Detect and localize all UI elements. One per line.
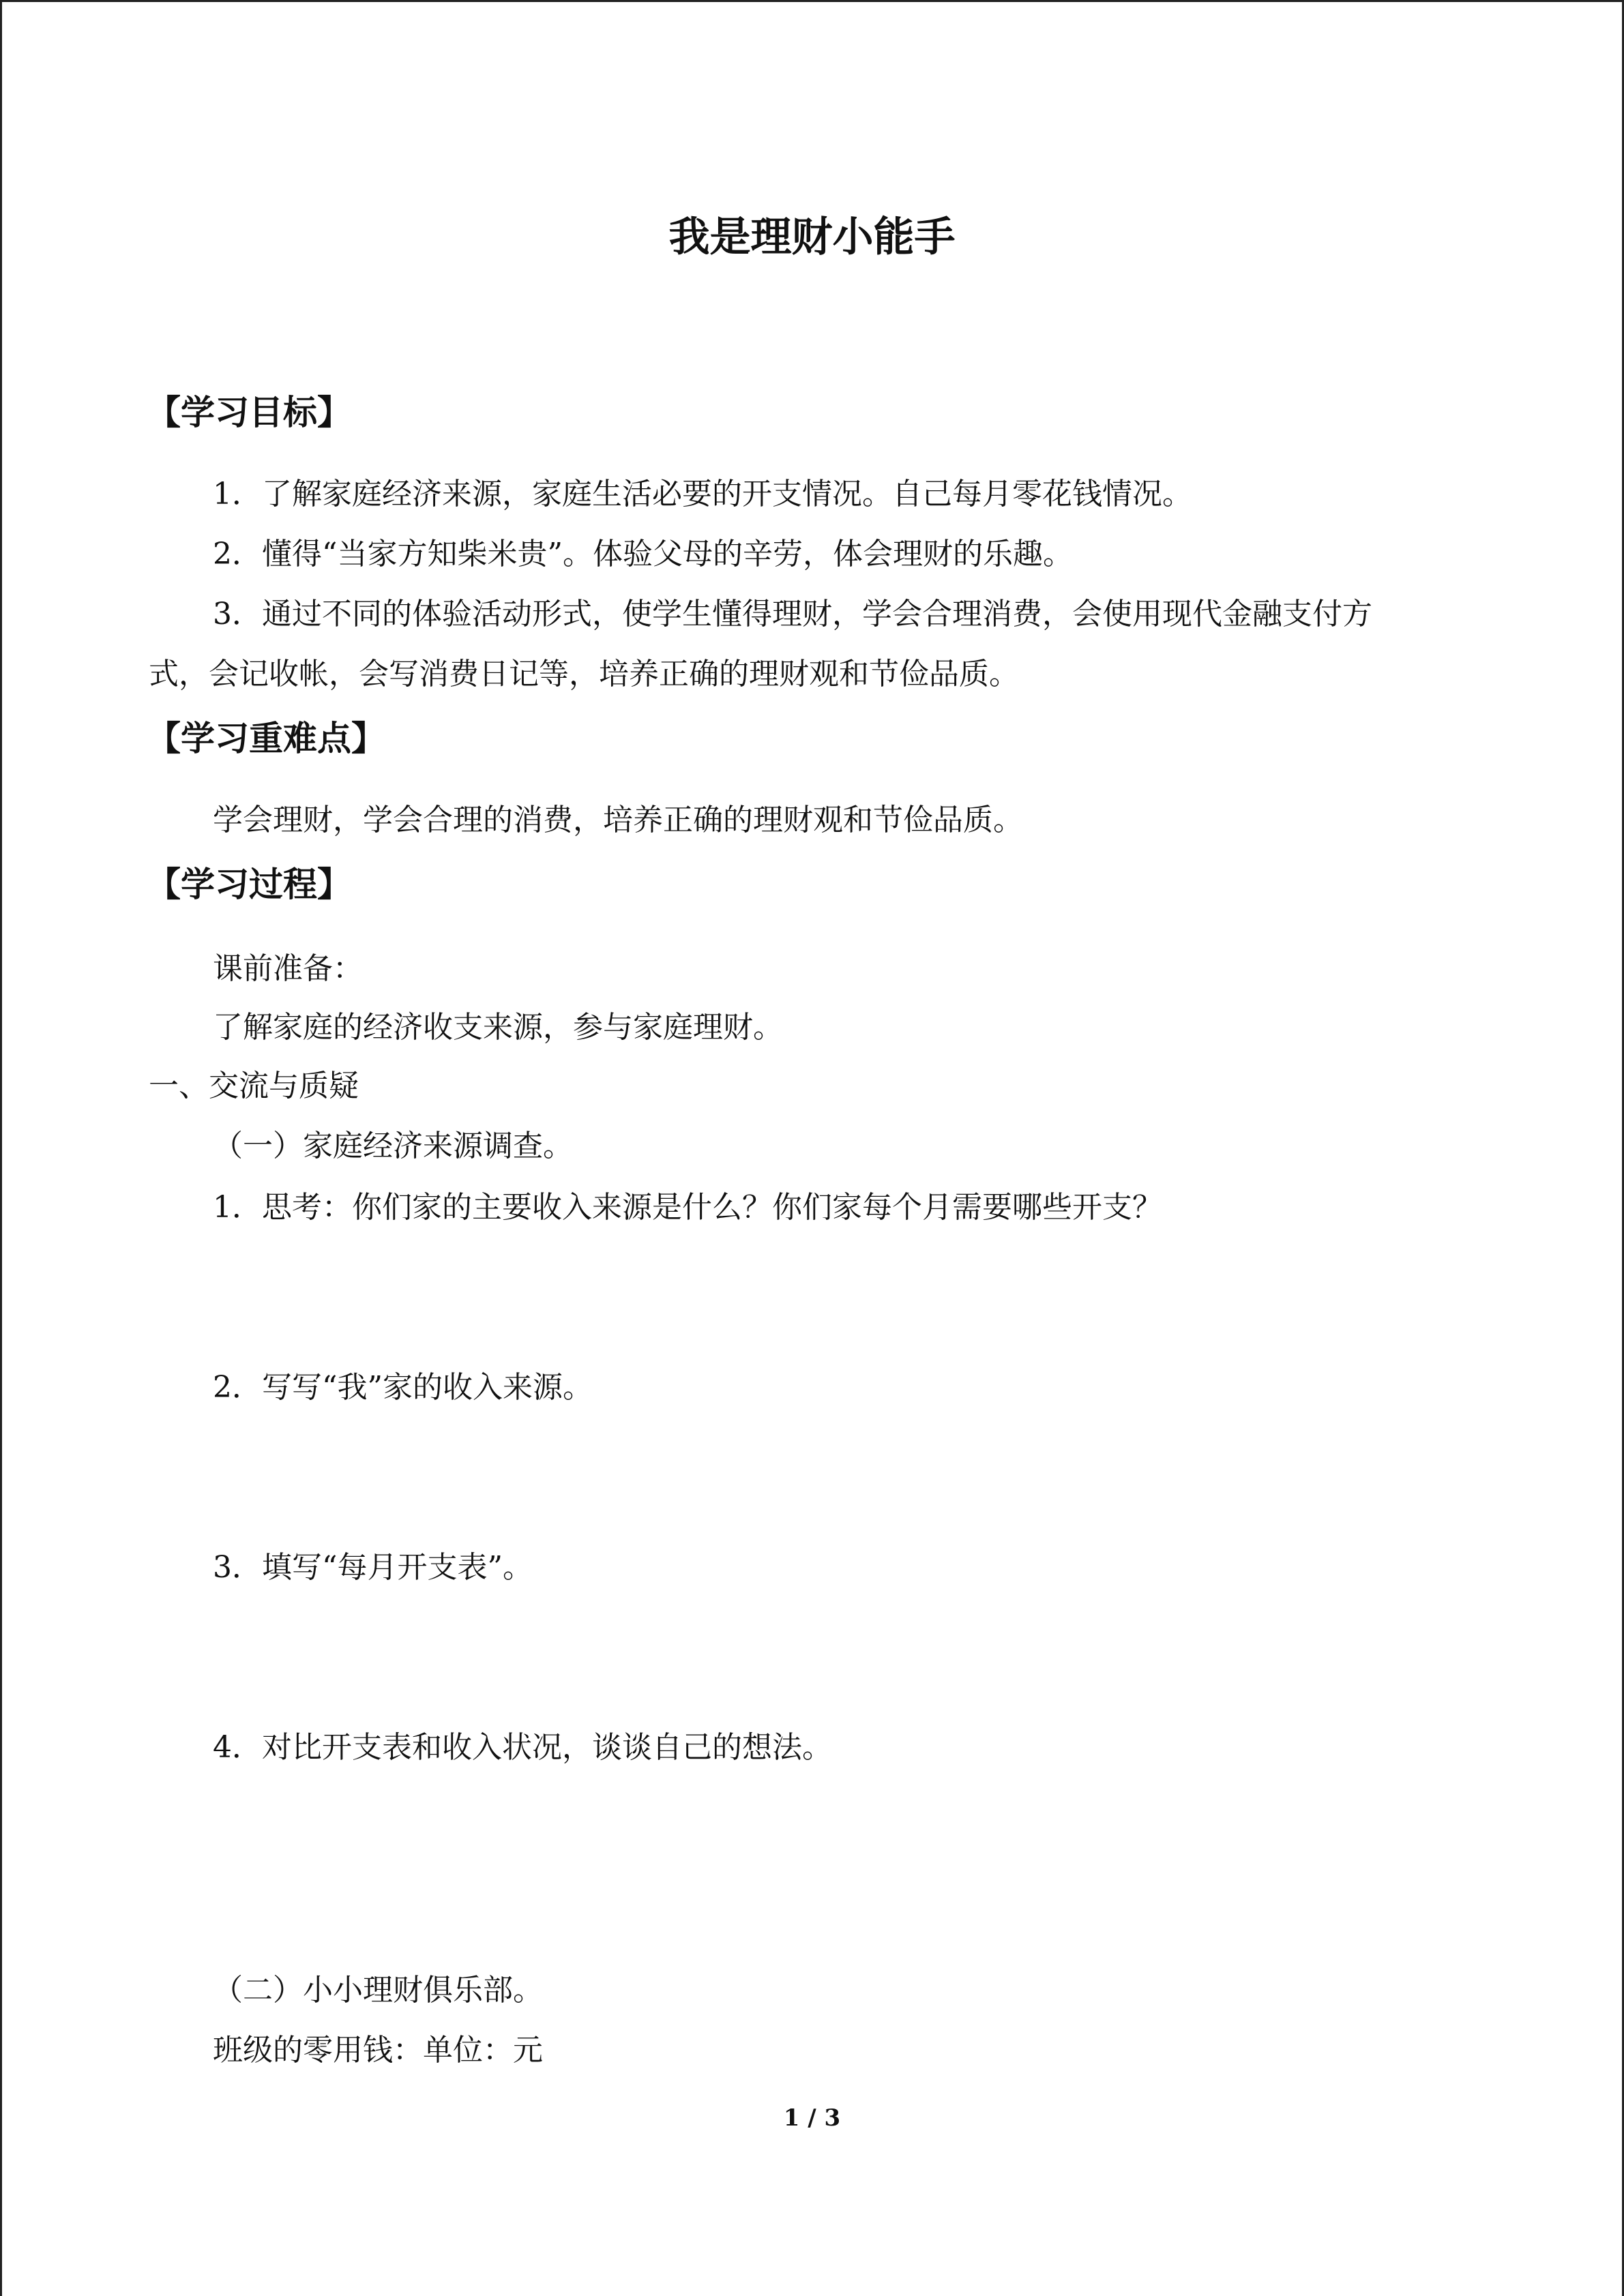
prep-text: 了解家庭的经济收支来源，参与家庭理财。 <box>213 1010 783 1045</box>
part1-title: 一、交流与质疑 <box>149 1069 359 1103</box>
sub2-title: （二）小小理财俱乐部。 <box>213 1973 543 2008</box>
question-3: 3．填写“每月开支表”。 <box>213 1550 533 1585</box>
question-1: 1．思考：你们家的主要收入来源是什么？你们家每个月需要哪些开支？ <box>213 1190 1162 1225</box>
page-border-left <box>0 0 2 2296</box>
key-points-text: 学会理财，学会合理的消费，培养正确的理财观和节俭品质。 <box>213 803 1023 837</box>
objective-item-3: 3．通过不同的体验活动形式，使学生懂得理财，学会合理消费，会使用现代金融支付方 <box>213 597 1372 631</box>
objective-item-1: 1．了解家庭经济来源，家庭生活必要的开支情况。自己每月零花钱情况。 <box>213 477 1192 511</box>
objective-item-2: 2．懂得“当家方知柴米贵”。体验父母的辛劳，体会理财的乐趣。 <box>213 537 1073 571</box>
prep-label: 课前准备： <box>213 951 363 986</box>
document-title: 我是理财小能手 <box>668 213 956 261</box>
heading-objectives: 【学习目标】 <box>147 393 351 432</box>
question-4: 4．对比开支表和收入状况，谈谈自己的想法。 <box>213 1730 832 1765</box>
heading-process: 【学习过程】 <box>147 865 351 904</box>
objective-item-3-continued: 式，会记收帐，会写消费日记等，培养正确的理财观和节俭品质。 <box>149 657 1019 691</box>
page-number: 1 / 3 <box>783 2104 841 2132</box>
allowance-label: 班级的零用钱：单位：元 <box>213 2033 543 2068</box>
sub1-title: （一）家庭经济来源调查。 <box>213 1129 573 1163</box>
page-border-top <box>0 0 1624 2</box>
heading-key-points: 【学习重难点】 <box>147 719 385 758</box>
question-2: 2．写写“我”家的收入来源。 <box>213 1370 593 1405</box>
